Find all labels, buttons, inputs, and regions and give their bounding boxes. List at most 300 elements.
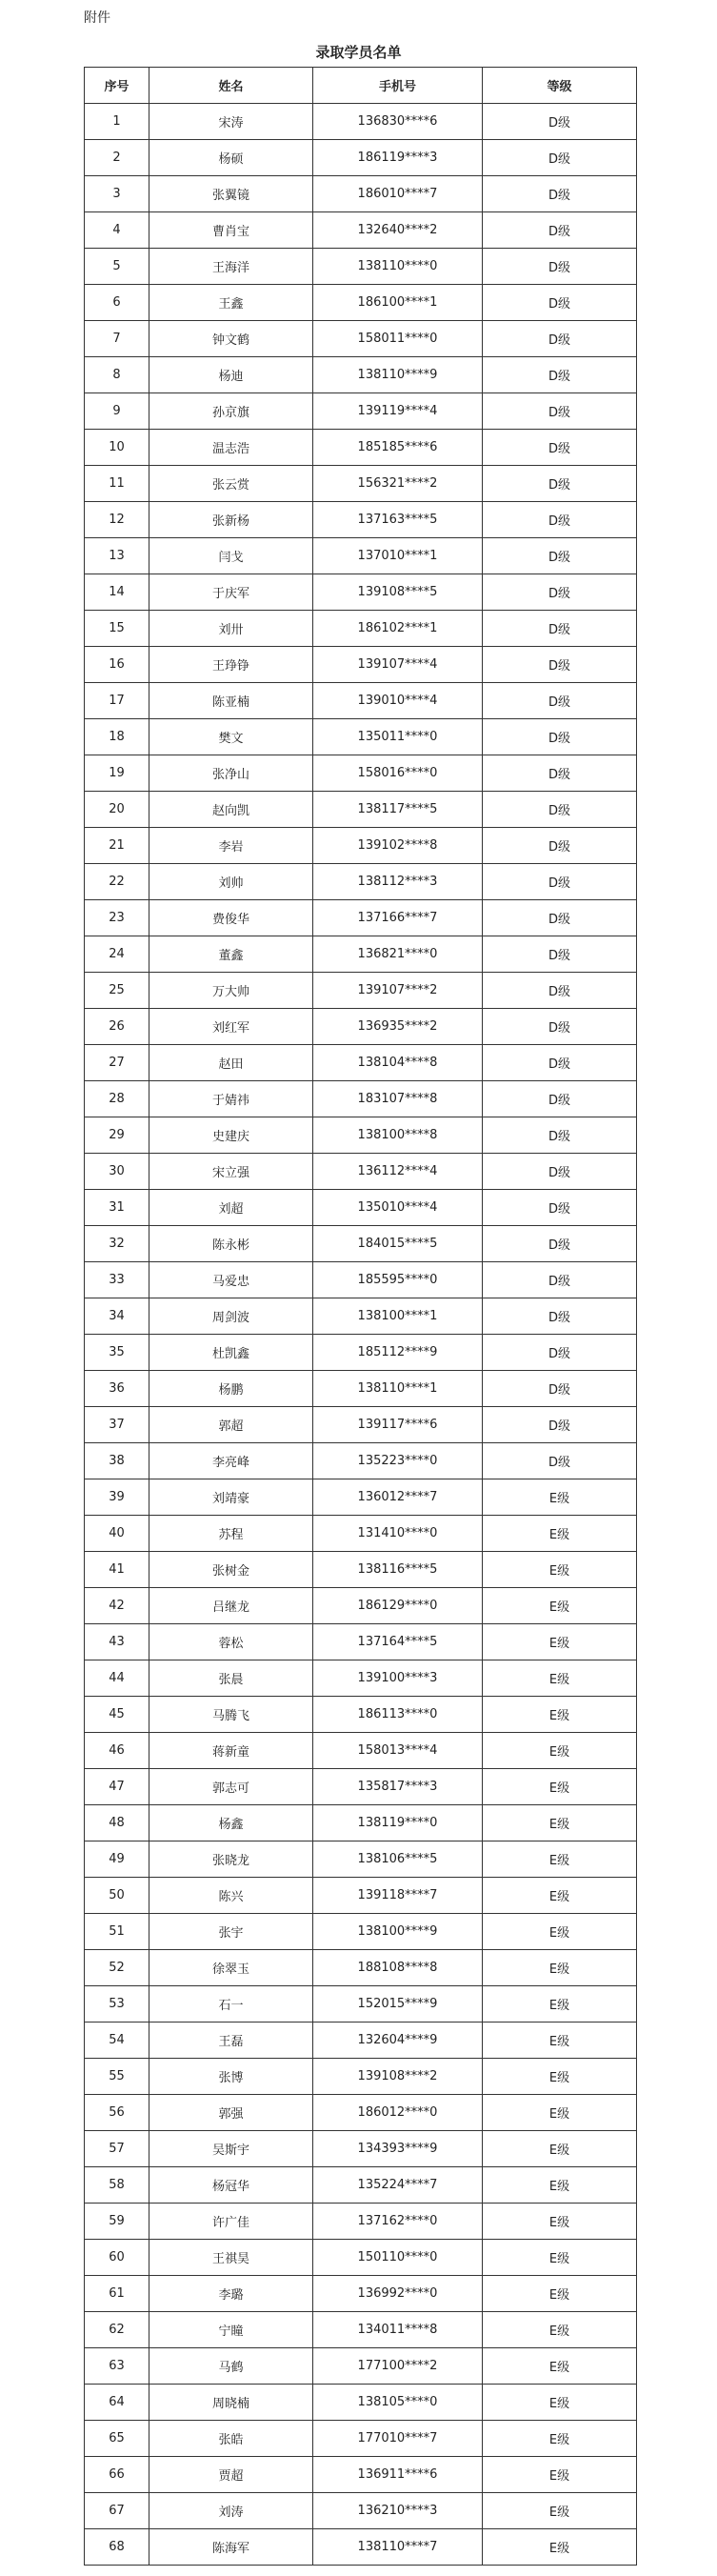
row-index: 24 (85, 936, 149, 973)
row-index: 65 (85, 2421, 149, 2457)
row-phone: 136830****6 (313, 104, 483, 140)
row-index: 37 (85, 1407, 149, 1443)
row-level: D级 (483, 1443, 637, 1479)
row-phone: 136992****0 (313, 2276, 483, 2312)
table-row (85, 1516, 637, 1552)
table-row (85, 1371, 637, 1407)
row-phone: 131410****0 (313, 1516, 483, 1552)
row-name: 史建庆 (149, 1117, 313, 1154)
row-index: 58 (85, 2167, 149, 2204)
row-phone: 186100****1 (313, 285, 483, 321)
row-name: 王海洋 (149, 249, 313, 285)
row-phone: 138100****1 (313, 1298, 483, 1335)
row-level: E级 (483, 1914, 637, 1950)
row-index: 36 (85, 1371, 149, 1407)
row-phone: 134393****9 (313, 2131, 483, 2167)
table-row (85, 2348, 637, 2385)
row-name: 苏程 (149, 1516, 313, 1552)
row-index: 4 (85, 212, 149, 249)
row-name: 王琤铮 (149, 647, 313, 683)
row-name: 蓉松 (149, 1624, 313, 1660)
row-phone: 136821****0 (313, 936, 483, 973)
row-index: 35 (85, 1335, 149, 1371)
row-index: 27 (85, 1045, 149, 1081)
row-phone: 186012****0 (313, 2095, 483, 2131)
row-index: 43 (85, 1624, 149, 1660)
table-header (85, 68, 637, 104)
row-name: 樊文 (149, 719, 313, 755)
row-level: E级 (483, 2493, 637, 2529)
row-index: 30 (85, 1154, 149, 1190)
row-level: E级 (483, 1552, 637, 1588)
row-name: 刘卅 (149, 611, 313, 647)
table-row (85, 2421, 637, 2457)
row-index: 52 (85, 1950, 149, 1986)
row-name: 马腾飞 (149, 1697, 313, 1733)
table-row (85, 1262, 637, 1298)
row-level: E级 (483, 1624, 637, 1660)
row-level: D级 (483, 900, 637, 936)
row-name: 宁瞳 (149, 2312, 313, 2348)
header-row (85, 68, 637, 104)
row-index: 63 (85, 2348, 149, 2385)
row-level: D级 (483, 249, 637, 285)
table-row (85, 900, 637, 936)
row-level: E级 (483, 1697, 637, 1733)
row-name: 钟文鹤 (149, 321, 313, 357)
row-index: 47 (85, 1769, 149, 1805)
row-index: 9 (85, 393, 149, 430)
row-level: D级 (483, 466, 637, 502)
row-level: D级 (483, 864, 637, 900)
table-row (85, 2529, 637, 2566)
row-index: 6 (85, 285, 149, 321)
row-phone: 139108****5 (313, 574, 483, 611)
table-row (85, 2023, 637, 2059)
row-phone: 152015****9 (313, 1986, 483, 2023)
row-phone: 138100****8 (313, 1117, 483, 1154)
row-index: 44 (85, 1660, 149, 1697)
table-row (85, 1697, 637, 1733)
table-row (85, 1081, 637, 1117)
row-name: 张新杨 (149, 502, 313, 538)
row-level: D级 (483, 973, 637, 1009)
roster-table (84, 67, 637, 2566)
row-name: 赵向凯 (149, 792, 313, 828)
row-name: 曹肖宝 (149, 212, 313, 249)
row-phone: 139107****4 (313, 647, 483, 683)
row-phone: 158011****0 (313, 321, 483, 357)
row-name: 于庆军 (149, 574, 313, 611)
row-phone: 184015****5 (313, 1226, 483, 1262)
row-index: 49 (85, 1841, 149, 1878)
row-phone: 135011****0 (313, 719, 483, 755)
table-row (85, 2493, 637, 2529)
row-index: 51 (85, 1914, 149, 1950)
row-name: 刘红军 (149, 1009, 313, 1045)
row-phone: 185112****9 (313, 1335, 483, 1371)
row-index: 5 (85, 249, 149, 285)
table-row (85, 1190, 637, 1226)
row-name: 吴斯宇 (149, 2131, 313, 2167)
row-level: D级 (483, 611, 637, 647)
row-level: E级 (483, 2312, 637, 2348)
row-name: 周晓楠 (149, 2385, 313, 2421)
row-index: 11 (85, 466, 149, 502)
row-index: 21 (85, 828, 149, 864)
row-phone: 139119****4 (313, 393, 483, 430)
row-name: 张晨 (149, 1660, 313, 1697)
row-level: E级 (483, 1733, 637, 1769)
row-index: 34 (85, 1298, 149, 1335)
row-name: 董鑫 (149, 936, 313, 973)
row-name: 费俊华 (149, 900, 313, 936)
row-level: E级 (483, 1516, 637, 1552)
row-name: 李岩 (149, 828, 313, 864)
row-phone: 138119****0 (313, 1805, 483, 1841)
row-phone: 135010****4 (313, 1190, 483, 1226)
row-name: 石一 (149, 1986, 313, 2023)
row-index: 55 (85, 2059, 149, 2095)
row-index: 10 (85, 430, 149, 466)
table-row (85, 936, 637, 973)
row-index: 41 (85, 1552, 149, 1588)
row-level: E级 (483, 1986, 637, 2023)
table-row (85, 1660, 637, 1697)
row-index: 16 (85, 647, 149, 683)
row-level: E级 (483, 2095, 637, 2131)
row-name: 王鑫 (149, 285, 313, 321)
row-name: 张宇 (149, 1914, 313, 1950)
row-phone: 186010****7 (313, 176, 483, 212)
row-index: 54 (85, 2023, 149, 2059)
table-row (85, 792, 637, 828)
table-row (85, 1878, 637, 1914)
row-phone: 139117****6 (313, 1407, 483, 1443)
table-row (85, 864, 637, 900)
row-level: D级 (483, 647, 637, 683)
table-row (85, 2385, 637, 2421)
row-index: 67 (85, 2493, 149, 2529)
row-index: 15 (85, 611, 149, 647)
row-name: 张博 (149, 2059, 313, 2095)
row-name: 万大帅 (149, 973, 313, 1009)
row-phone: 177100****2 (313, 2348, 483, 2385)
table-row (85, 574, 637, 611)
row-level: D级 (483, 1371, 637, 1407)
table-row (85, 1841, 637, 1878)
row-level: E级 (483, 2529, 637, 2566)
row-name: 陈海军 (149, 2529, 313, 2566)
row-level: E级 (483, 1660, 637, 1697)
attachment-label: 附件 (84, 10, 110, 26)
row-name: 蒋新童 (149, 1733, 313, 1769)
table-row (85, 647, 637, 683)
row-phone: 136012****7 (313, 1479, 483, 1516)
row-phone: 138110****0 (313, 249, 483, 285)
row-name: 郭超 (149, 1407, 313, 1443)
row-index: 56 (85, 2095, 149, 2131)
row-phone: 136112****4 (313, 1154, 483, 1190)
row-level: D级 (483, 430, 637, 466)
row-index: 1 (85, 104, 149, 140)
row-phone: 186119****3 (313, 140, 483, 176)
row-phone: 186113****0 (313, 1697, 483, 1733)
table-row (85, 683, 637, 719)
table-body (85, 104, 637, 2566)
row-index: 8 (85, 357, 149, 393)
row-level: E级 (483, 2348, 637, 2385)
table-row (85, 719, 637, 755)
table-row (85, 1733, 637, 1769)
row-level: D级 (483, 719, 637, 755)
row-level: D级 (483, 1154, 637, 1190)
row-level: E级 (483, 2240, 637, 2276)
row-name: 王祺昊 (149, 2240, 313, 2276)
row-level: E级 (483, 1769, 637, 1805)
row-name: 张树金 (149, 1552, 313, 1588)
row-index: 13 (85, 538, 149, 574)
table-row (85, 2167, 637, 2204)
row-level: D级 (483, 1009, 637, 1045)
row-level: E级 (483, 2131, 637, 2167)
row-phone: 138117****5 (313, 792, 483, 828)
row-phone: 138110****7 (313, 2529, 483, 2566)
row-name: 杜凯鑫 (149, 1335, 313, 1371)
row-phone: 186102****1 (313, 611, 483, 647)
row-name: 郭强 (149, 2095, 313, 2131)
row-name: 宋涛 (149, 104, 313, 140)
row-index: 2 (85, 140, 149, 176)
table-row (85, 973, 637, 1009)
row-level: D级 (483, 936, 637, 973)
row-phone: 158013****4 (313, 1733, 483, 1769)
row-level: E级 (483, 2204, 637, 2240)
row-name: 于婧祎 (149, 1081, 313, 1117)
row-phone: 138116****5 (313, 1552, 483, 1588)
row-level: D级 (483, 1298, 637, 1335)
row-level: E级 (483, 1479, 637, 1516)
row-phone: 138112****3 (313, 864, 483, 900)
table-row (85, 285, 637, 321)
row-name: 陈永彬 (149, 1226, 313, 1262)
table-row (85, 1443, 637, 1479)
row-name: 徐翠玉 (149, 1950, 313, 1986)
row-phone: 135224****7 (313, 2167, 483, 2204)
row-level: D级 (483, 285, 637, 321)
table-row (85, 176, 637, 212)
row-name: 张晓龙 (149, 1841, 313, 1878)
row-level: D级 (483, 393, 637, 430)
row-phone: 135223****0 (313, 1443, 483, 1479)
row-index: 20 (85, 792, 149, 828)
table-row (85, 1805, 637, 1841)
row-level: D级 (483, 574, 637, 611)
row-level: D级 (483, 1226, 637, 1262)
row-name: 许广佳 (149, 2204, 313, 2240)
row-phone: 138106****5 (313, 1841, 483, 1878)
row-phone: 156321****2 (313, 466, 483, 502)
row-name: 杨迪 (149, 357, 313, 393)
row-level: D级 (483, 828, 637, 864)
table-row (85, 2276, 637, 2312)
row-name: 张净山 (149, 755, 313, 792)
header-level: 等级 (483, 68, 637, 104)
table-row (85, 2131, 637, 2167)
row-name: 孙京旗 (149, 393, 313, 430)
row-level: D级 (483, 104, 637, 140)
table-row (85, 1624, 637, 1660)
row-level: D级 (483, 538, 637, 574)
row-name: 刘超 (149, 1190, 313, 1226)
row-name: 刘帅 (149, 864, 313, 900)
table-row (85, 2095, 637, 2131)
row-level: D级 (483, 792, 637, 828)
row-level: E级 (483, 1841, 637, 1878)
row-name: 杨鑫 (149, 1805, 313, 1841)
row-name: 李璐 (149, 2276, 313, 2312)
row-level: D级 (483, 1407, 637, 1443)
row-level: E级 (483, 2276, 637, 2312)
table-row (85, 2240, 637, 2276)
row-phone: 137010****1 (313, 538, 483, 574)
row-phone: 135817****3 (313, 1769, 483, 1805)
row-phone: 137166****7 (313, 900, 483, 936)
row-phone: 138100****9 (313, 1914, 483, 1950)
row-name: 陈兴 (149, 1878, 313, 1914)
row-index: 42 (85, 1588, 149, 1624)
row-index: 12 (85, 502, 149, 538)
row-phone: 138105****0 (313, 2385, 483, 2421)
document-title: 录取学员名单 (315, 44, 402, 61)
row-index: 19 (85, 755, 149, 792)
header-phone: 手机号 (313, 68, 483, 104)
table-row (85, 1298, 637, 1335)
table-row (85, 1117, 637, 1154)
row-level: E级 (483, 2457, 637, 2493)
row-index: 32 (85, 1226, 149, 1262)
row-name: 张翼镜 (149, 176, 313, 212)
row-phone: 132640****2 (313, 212, 483, 249)
table-row (85, 140, 637, 176)
table-row (85, 1045, 637, 1081)
table-row (85, 1226, 637, 1262)
row-level: E级 (483, 2023, 637, 2059)
table-row (85, 2059, 637, 2095)
table-row (85, 1154, 637, 1190)
row-phone: 138110****9 (313, 357, 483, 393)
row-phone: 150110****0 (313, 2240, 483, 2276)
row-name: 温志浩 (149, 430, 313, 466)
table-row (85, 611, 637, 647)
row-level: E级 (483, 1588, 637, 1624)
row-index: 39 (85, 1479, 149, 1516)
row-name: 李亮峰 (149, 1443, 313, 1479)
row-name: 张云赏 (149, 466, 313, 502)
row-level: D级 (483, 755, 637, 792)
row-name: 赵田 (149, 1045, 313, 1081)
row-index: 53 (85, 1986, 149, 2023)
row-phone: 139107****2 (313, 973, 483, 1009)
row-name: 张皓 (149, 2421, 313, 2457)
table-row (85, 1769, 637, 1805)
row-name: 杨冠华 (149, 2167, 313, 2204)
row-phone: 138104****8 (313, 1045, 483, 1081)
row-level: D级 (483, 1190, 637, 1226)
header-name: 姓名 (149, 68, 313, 104)
row-level: D级 (483, 1045, 637, 1081)
row-index: 3 (85, 176, 149, 212)
row-index: 7 (85, 321, 149, 357)
table-row (85, 2312, 637, 2348)
row-name: 马爱忠 (149, 1262, 313, 1298)
row-name: 陈亚楠 (149, 683, 313, 719)
table-row (85, 321, 637, 357)
table-row (85, 828, 637, 864)
row-index: 28 (85, 1081, 149, 1117)
row-phone: 188108****8 (313, 1950, 483, 1986)
row-name: 杨硕 (149, 140, 313, 176)
row-index: 59 (85, 2204, 149, 2240)
row-level: E级 (483, 1950, 637, 1986)
row-index: 61 (85, 2276, 149, 2312)
row-name: 杨鹏 (149, 1371, 313, 1407)
table-row (85, 1914, 637, 1950)
row-level: E级 (483, 1805, 637, 1841)
table-row (85, 249, 637, 285)
row-phone: 177010****7 (313, 2421, 483, 2457)
row-phone: 137164****5 (313, 1624, 483, 1660)
row-index: 68 (85, 2529, 149, 2566)
row-phone: 158016****0 (313, 755, 483, 792)
table-row (85, 502, 637, 538)
row-level: D级 (483, 321, 637, 357)
row-level: E级 (483, 2385, 637, 2421)
table-row (85, 430, 637, 466)
row-level: D级 (483, 212, 637, 249)
row-index: 45 (85, 1697, 149, 1733)
row-index: 64 (85, 2385, 149, 2421)
row-phone: 136911****6 (313, 2457, 483, 2493)
row-index: 26 (85, 1009, 149, 1045)
row-name: 刘靖豪 (149, 1479, 313, 1516)
row-phone: 186129****0 (313, 1588, 483, 1624)
header-index: 序号 (85, 68, 149, 104)
row-index: 14 (85, 574, 149, 611)
row-level: D级 (483, 502, 637, 538)
row-phone: 132604****9 (313, 2023, 483, 2059)
table-row (85, 1009, 637, 1045)
table-row (85, 393, 637, 430)
row-level: D级 (483, 357, 637, 393)
row-name: 吕继龙 (149, 1588, 313, 1624)
row-level: D级 (483, 176, 637, 212)
row-index: 17 (85, 683, 149, 719)
table-row (85, 538, 637, 574)
table-row (85, 1986, 637, 2023)
row-name: 宋立强 (149, 1154, 313, 1190)
table-row (85, 2457, 637, 2493)
row-index: 60 (85, 2240, 149, 2276)
table-row (85, 1950, 637, 1986)
row-level: D级 (483, 1335, 637, 1371)
table-row (85, 466, 637, 502)
table-row (85, 1335, 637, 1371)
row-level: E级 (483, 2167, 637, 2204)
row-phone: 185185****6 (313, 430, 483, 466)
table-row (85, 357, 637, 393)
row-phone: 139108****2 (313, 2059, 483, 2095)
